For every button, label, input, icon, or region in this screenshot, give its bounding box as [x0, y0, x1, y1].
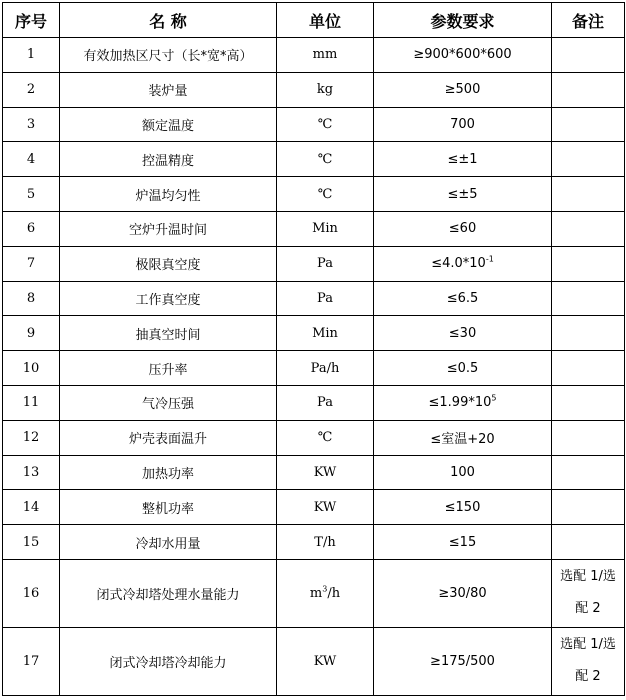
unit-text: m: [309, 585, 323, 601]
row-unit: [277, 142, 374, 177]
row-requirement: [374, 627, 552, 695]
row-number: 7: [3, 246, 60, 281]
row-unit: [277, 246, 374, 281]
row-unit: [277, 211, 374, 246]
unit-text: Min: [312, 325, 338, 341]
row-number: 17: [3, 627, 60, 695]
row-note: [552, 72, 625, 107]
row-unit: [277, 316, 374, 351]
row-number: 9: [3, 316, 60, 351]
requirement-text: ≥30/80: [438, 585, 487, 601]
row-name: 整机功率: [60, 490, 277, 525]
row-unit: [277, 490, 374, 525]
table-row: [3, 351, 625, 386]
unit-suffix: /h: [327, 585, 341, 601]
unit-text: KW: [313, 499, 337, 515]
row-note: [552, 385, 625, 420]
unit-text: ℃: [317, 430, 333, 446]
row-requirement: [374, 316, 552, 351]
requirement-text: ≤±1: [447, 151, 478, 167]
row-number: 2: [3, 72, 60, 107]
row-unit: [277, 72, 374, 107]
row-name: 工作真空度: [60, 281, 277, 316]
unit-text: Pa: [317, 290, 333, 306]
table-row: [3, 211, 625, 246]
row-unit: [277, 559, 374, 627]
row-number: 3: [3, 107, 60, 142]
row-number: 10: [3, 351, 60, 386]
row-note: [552, 420, 625, 455]
requirement-text: ≤30: [448, 325, 477, 341]
table-row: [3, 627, 625, 695]
row-name: 控温精度: [60, 142, 277, 177]
unit-text: ℃: [317, 116, 333, 132]
row-unit: [277, 351, 374, 386]
table-row: [3, 38, 625, 73]
row-note: [552, 351, 625, 386]
row-unit: [277, 627, 374, 695]
header-unit: 单位: [277, 3, 374, 38]
row-requirement: [374, 107, 552, 142]
table-row: [3, 142, 625, 177]
row-requirement: [374, 281, 552, 316]
requirement-text: ≤150: [444, 499, 481, 515]
requirement-text: ≤4.0*10: [431, 256, 486, 272]
row-name: 空炉升温时间: [60, 211, 277, 246]
table-row: [3, 316, 625, 351]
row-name: 闭式冷却塔处理水量能力: [60, 559, 277, 627]
row-number: 1: [3, 38, 60, 73]
row-name: 装炉量: [60, 72, 277, 107]
requirement-text: ≥900*600*600: [413, 47, 512, 63]
unit-text: KW: [313, 464, 337, 480]
requirement-text: ≤1.99*10: [428, 395, 492, 411]
parameter-table: [2, 2, 625, 696]
requirement-text: ≥175/500: [430, 653, 495, 669]
table-body: [3, 38, 625, 696]
unit-text: T/h: [314, 534, 336, 550]
row-unit: [277, 455, 374, 490]
row-requirement: [374, 177, 552, 212]
table-row: [3, 72, 625, 107]
row-name: 有效加热区尺寸（长*宽*高）: [60, 38, 277, 73]
row-unit: [277, 525, 374, 560]
row-requirement: [374, 490, 552, 525]
row-number: 14: [3, 490, 60, 525]
table-row: [3, 455, 625, 490]
unit-text: Min: [312, 221, 338, 237]
unit-text: ℃: [317, 186, 333, 202]
unit-superscript: 3: [322, 584, 328, 594]
row-requirement: [374, 142, 552, 177]
row-number: 4: [3, 142, 60, 177]
requirement-text: ≤±5: [447, 186, 478, 202]
row-requirement: [374, 420, 552, 455]
row-name: 加热功率: [60, 455, 277, 490]
unit-text: KW: [313, 653, 337, 669]
row-requirement: [374, 72, 552, 107]
requirement-text: ≥500: [444, 82, 481, 98]
row-note: 选配 1/选配 2: [552, 559, 625, 627]
row-note: [552, 455, 625, 490]
row-requirement: [374, 559, 552, 627]
row-number: 6: [3, 211, 60, 246]
row-number: 15: [3, 525, 60, 560]
requirement-text: ≤15: [448, 534, 477, 550]
header-note: 备注: [552, 3, 625, 38]
unit-text: Pa: [317, 256, 333, 272]
row-unit: [277, 420, 374, 455]
row-requirement: [374, 455, 552, 490]
row-note: [552, 525, 625, 560]
row-name: 冷却水用量: [60, 525, 277, 560]
row-unit: [277, 107, 374, 142]
row-note: [552, 38, 625, 73]
row-note: [552, 142, 625, 177]
row-name: 压升率: [60, 351, 277, 386]
row-unit: [277, 281, 374, 316]
row-note: [552, 107, 625, 142]
requirement-superscript: -1: [485, 254, 494, 264]
unit-text: Pa: [317, 395, 333, 411]
requirement-text: 100: [450, 464, 475, 480]
row-note: [552, 177, 625, 212]
unit-text: ℃: [317, 151, 333, 167]
unit-text: kg: [316, 82, 334, 98]
table-row: [3, 420, 625, 455]
requirement-text: ≤6.5: [446, 290, 479, 306]
row-number: 11: [3, 385, 60, 420]
unit-text: Pa/h: [310, 360, 340, 376]
row-name: 额定温度: [60, 107, 277, 142]
row-name: 闭式冷却塔冷却能力: [60, 627, 277, 695]
row-requirement: [374, 246, 552, 281]
header-row: [3, 3, 625, 38]
header-requirement: 参数要求: [374, 3, 552, 38]
row-number: 13: [3, 455, 60, 490]
row-name: 抽真空时间: [60, 316, 277, 351]
row-name: 气冷压强: [60, 385, 277, 420]
table-row: [3, 246, 625, 281]
row-number: 8: [3, 281, 60, 316]
row-requirement: [374, 525, 552, 560]
table-row: [3, 525, 625, 560]
requirement-text: ≤室温+20: [430, 432, 495, 448]
row-requirement: [374, 38, 552, 73]
unit-text: mm: [312, 47, 338, 63]
row-note: [552, 211, 625, 246]
row-requirement: [374, 385, 552, 420]
row-requirement: [374, 211, 552, 246]
row-number: 16: [3, 559, 60, 627]
requirement-text: 700: [450, 116, 475, 132]
table-row: [3, 385, 625, 420]
row-name: 极限真空度: [60, 246, 277, 281]
requirement-text: ≤0.5: [446, 360, 479, 376]
row-unit: [277, 38, 374, 73]
table-row: [3, 281, 625, 316]
row-name: 炉温均匀性: [60, 177, 277, 212]
row-number: 5: [3, 177, 60, 212]
row-name: 炉壳表面温升: [60, 420, 277, 455]
row-note: [552, 281, 625, 316]
row-unit: [277, 177, 374, 212]
table-row: [3, 107, 625, 142]
header-name: 名 称: [60, 3, 277, 38]
row-number: 12: [3, 420, 60, 455]
table-row: [3, 177, 625, 212]
requirement-text: ≤60: [448, 221, 477, 237]
row-note: [552, 316, 625, 351]
row-note: [552, 246, 625, 281]
row-note: 选配 1/选配 2: [552, 627, 625, 695]
table-row: [3, 559, 625, 627]
row-unit: [277, 385, 374, 420]
header-seq: 序号: [3, 3, 60, 38]
row-requirement: [374, 351, 552, 386]
requirement-superscript: 5: [491, 394, 497, 404]
row-note: [552, 490, 625, 525]
table-row: [3, 490, 625, 525]
